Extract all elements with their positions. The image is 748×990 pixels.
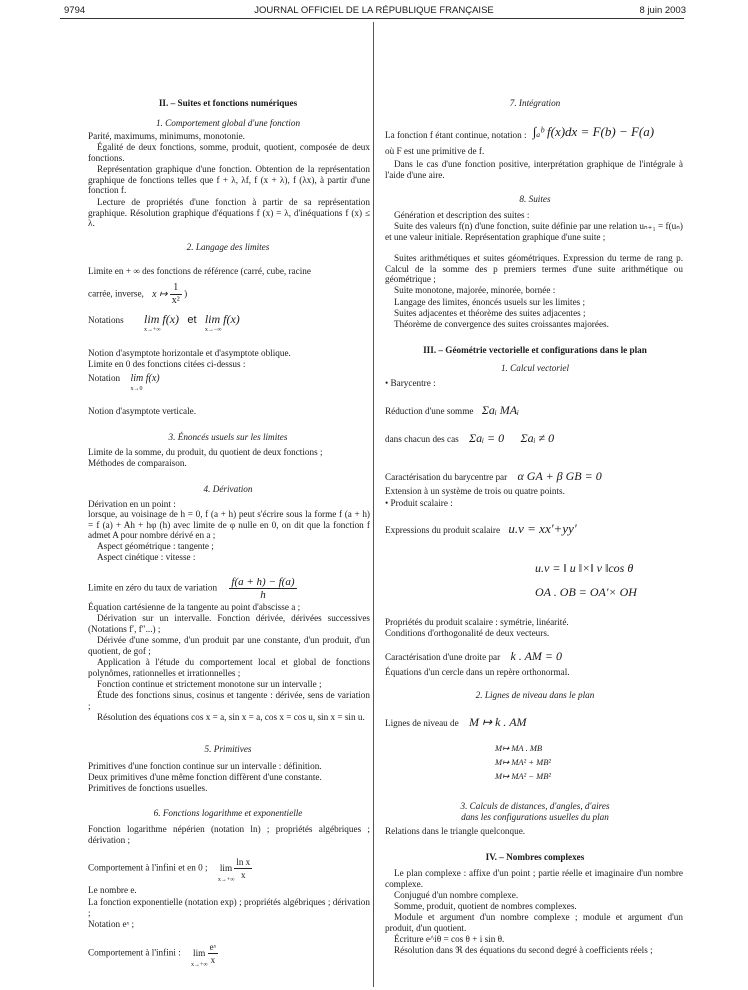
- formula-line: [88, 282, 187, 307]
- subsection-title: 2. Lignes de niveau dans le plan: [475, 690, 595, 700]
- subsection-title: 3. Énoncés usuels sur les limites: [168, 432, 288, 442]
- formula: M ↦ k . AM: [469, 715, 527, 729]
- subsection-title: 2. Langage des limites: [186, 242, 270, 252]
- formula: [217, 862, 235, 883]
- limit-expr: lim f(x): [144, 312, 180, 326]
- paragraph: Le nombre e.: [88, 885, 137, 895]
- paragraph: Deux primitives d'une même fonction diffèrent d'une constante.: [88, 772, 322, 782]
- paragraph: Égalité de deux fonctions, somme, produit, quotient, composée de deux fonctions.: [88, 142, 370, 163]
- issue-date: 8 juin 2003: [639, 5, 686, 16]
- formula-line: [385, 124, 655, 140]
- paragraph: Équations d'un cercle dans un repère orthonormal.: [385, 667, 570, 677]
- paragraph: Résolution des équations cos x = a, sin x = a, cos x = cos u, sin x = sin u.: [97, 712, 365, 722]
- paragraph: Notation eˣ ;: [88, 919, 135, 929]
- label: Lignes de niveau de: [385, 718, 459, 728]
- paragraph: Langage des limites, énoncés usuels sur les limites ;: [394, 297, 586, 307]
- subsection-title: 7. Intégration: [509, 98, 561, 108]
- paragraph: Suites arithmétiques et suites géométriques. Expression du terme de rang p. Calcul de la somme des p premiers termes d'une suite arithmétique ou géométrique ;: [385, 253, 683, 285]
- subsection-title: 1. Calcul vectoriel: [500, 363, 570, 373]
- page-header: [0, 0, 748, 20]
- conjunction: et: [187, 314, 197, 326]
- fraction-denominator: x²: [171, 295, 180, 306]
- formula-line: [88, 312, 240, 333]
- paragraph: Méthodes de comparaison.: [88, 458, 187, 468]
- paragraph: Représentation graphique d'une fonction. Obtention de la représentation graphique de fonctions telles que f + λ, λf, f (x + λ), f (λx), à partir d'une fonction f.: [88, 164, 370, 196]
- formula-line: [385, 471, 602, 483]
- paragraph: • Produit scalaire :: [385, 498, 453, 508]
- column-divider: [373, 22, 374, 987]
- fraction-denominator: x: [241, 870, 246, 880]
- paragraph: Équation cartésienne de la tangente au point d'abscisse a ;: [88, 602, 301, 612]
- formula: M↦ MA² + MB²: [495, 757, 551, 767]
- subsection-title: dans les configurations usuelles du plan: [461, 812, 609, 822]
- paragraph: Limite en + ∞ des fonctions de référence (carré, cube, racine: [88, 266, 311, 276]
- label: Expressions du produit scalaire: [385, 525, 501, 535]
- limit-expr: lim f(x): [204, 312, 240, 326]
- formula: M↦ MA . MB: [495, 743, 543, 753]
- formula: u.v = ‖ u ‖×‖ v ‖cos θ: [535, 561, 634, 575]
- formula-line: [385, 521, 577, 536]
- paragraph: Étude des fonctions sinus, cosinus et tangente : dérivée, sens de variation ;: [88, 690, 370, 711]
- fraction-numerator: ln x: [236, 857, 251, 867]
- limit-sub: x→+∞: [191, 961, 208, 968]
- paragraph: Dérivation en un point :: [88, 499, 176, 509]
- paragraph: carrée, inverse,: [88, 288, 144, 299]
- formula: k . AM = 0: [510, 649, 563, 663]
- paragraph: lorsque, au voisinage de h = 0, f (a + h) peut s'écrire sous la forme f (a + h) = f (a) + Ah + hφ (h) avec limite de φ nulle en 0, on dit que la fonction f admet A pour nombre dérivé en a ;: [88, 509, 370, 541]
- integral-formula: ∫ₐᵇ f(x)dx = F(b) − F(a): [532, 124, 655, 139]
- paragraph: • Barycentre :: [385, 378, 436, 388]
- formula-line: [88, 856, 252, 881]
- paragraph: Suite monotone, majorée, minorée, bornée :: [394, 285, 556, 295]
- formula: [204, 312, 240, 333]
- formula-line: [385, 651, 562, 663]
- formula-line: [385, 717, 527, 729]
- label: Notation: [88, 373, 121, 383]
- formula-line: [535, 587, 637, 599]
- section-title-suites: II. – Suites et fonctions numériques: [158, 98, 298, 108]
- paragraph: Relations dans le triangle quelconque.: [385, 826, 526, 836]
- paragraph: La fonction exponentielle (notation exp) ; propriétés algébriques ; dérivation ;: [88, 897, 370, 918]
- formula: Σaᵢ ≠ 0: [520, 431, 555, 445]
- limit-sub: x→−∞: [204, 327, 222, 333]
- paragraph: Notion d'asymptote verticale.: [88, 406, 197, 416]
- subsection-title: 6. Fonctions logarithme et exponentielle: [153, 808, 303, 818]
- paragraph: Propriétés du produit scalaire : symétrie, linéarité.: [385, 617, 569, 627]
- paragraph: Génération et description des suites :: [394, 210, 530, 220]
- paragraph: Somme, produit, quotient de nombres complexes.: [394, 901, 577, 911]
- formula: Σaᵢ MAᵢ: [481, 403, 519, 417]
- paragraph: Limite en 0 des fonctions citées ci-dessus :: [88, 359, 246, 369]
- formula: OA . OB = OA′× OH: [535, 585, 637, 599]
- formula: [144, 312, 180, 333]
- subsection-title: 8. Suites: [519, 194, 551, 204]
- formula: M↦ MA² − MB²: [495, 771, 551, 781]
- formula: u.v = xx′+yy′: [508, 521, 577, 536]
- limit-expr: lim f(x): [130, 373, 160, 384]
- section-title-complex: IV. – Nombres complexes: [485, 852, 585, 862]
- formula-line: [385, 405, 519, 417]
- formula-line: [535, 563, 633, 575]
- paragraph: Fonction logarithme népérien (notation ln) ; propriétés algébriques ; dérivation ;: [88, 824, 370, 845]
- paragraph: Parité, maximums, minimums, monotonie.: [88, 131, 245, 141]
- fraction-denominator: x: [210, 955, 216, 965]
- fraction: [170, 282, 182, 307]
- formula-line: [88, 576, 297, 601]
- paragraph: Suite des valeurs f(n) d'une fonction, suite définie par une relation uₙ₊₁ = f(uₙ) et une valeur initiale. Représentation graphique d'une suite ;: [385, 221, 683, 242]
- header-rule: [60, 18, 684, 19]
- journal-title: JOURNAL OFFICIEL DE LA RÉPUBLIQUE FRANÇAISE: [254, 5, 494, 16]
- limit-sub: x→+∞: [217, 876, 235, 883]
- label: La fonction f étant continue, notation :: [385, 130, 527, 140]
- label: Comportement à l'infini et en 0 ;: [88, 862, 208, 873]
- fraction: [234, 856, 252, 881]
- subsection-title: 3. Calculs de distances, d'angles, d'aires: [460, 801, 610, 811]
- paragraph: Théorème de convergence des suites croissantes majorées.: [394, 319, 609, 329]
- fraction: [229, 576, 296, 601]
- paragraph: Conditions d'orthogonalité de deux vecteurs.: [385, 628, 550, 638]
- page-number: 9794: [64, 5, 86, 16]
- paren: ): [184, 288, 188, 299]
- formula: [191, 947, 208, 968]
- subsection-title: 1. Comportement global d'une fonction: [155, 118, 301, 128]
- formula-line: [385, 433, 554, 445]
- subsection-title: 5. Primitives: [204, 744, 252, 754]
- label: Caractérisation du barycentre par: [385, 472, 508, 482]
- paragraph: Suites adjacentes et théorème des suites adjacentes ;: [394, 308, 586, 318]
- paragraph: Aspect géométrique : tangente ;: [97, 541, 214, 551]
- paragraph: Aspect cinétique : vitesse :: [97, 552, 196, 562]
- fraction-numerator: f(a + h) − f(a): [231, 576, 295, 588]
- fraction-numerator: 1: [170, 282, 182, 295]
- label: Réduction d'une somme: [385, 406, 474, 416]
- paragraph: Dans le cas d'une fonction positive, interprétation graphique de l'intégrale à l'aide d'une aire.: [385, 159, 683, 180]
- limit-expr: lim: [193, 947, 206, 958]
- label: Caractérisation d'une droite par: [385, 652, 501, 662]
- label: Notations: [88, 315, 124, 325]
- label: dans chacun des cas: [385, 434, 459, 444]
- paragraph: Le plan complexe : affixe d'un point ; partie réelle et imaginaire d'un nombre complexe.: [385, 868, 683, 889]
- paragraph: Lecture de propriétés d'une fonction à partir de sa représentation graphique. Résolution graphique d'équations f (x) = λ, d'inéquations f (x) ≤ λ.: [88, 197, 370, 229]
- paragraph: Dérivée d'une somme, d'un produit par une constante, d'un produit, d'un quotient, de gof ;: [88, 635, 370, 656]
- fraction-denominator: h: [260, 589, 266, 601]
- formula: α GA + β GB = 0: [517, 469, 602, 483]
- paragraph: Fonction continue et strictement monotone sur un intervalle ;: [97, 679, 322, 689]
- paragraph: Module et argument d'un nombre complexe ; module et argument d'un produit, d'un quotient.: [385, 912, 683, 933]
- formula: Σaᵢ = 0: [469, 431, 505, 445]
- paragraph: Conjugué d'un nombre complexe.: [394, 890, 519, 900]
- paragraph: où F est une primitive de f.: [385, 146, 485, 156]
- paragraph: Notion d'asymptote horizontale et d'asymptote oblique.: [88, 348, 291, 358]
- label: Limite en zéro du taux de variation: [88, 582, 218, 593]
- label: Comportement à l'infini :: [88, 947, 181, 958]
- fraction-numerator: eˣ: [209, 942, 217, 952]
- paragraph: Limite de la somme, du produit, du quotient de deux fonctions ;: [88, 447, 323, 457]
- formula: [130, 373, 160, 392]
- subsection-title: 4. Dérivation: [203, 484, 253, 494]
- paragraph: Dérivation sur un intervalle. Fonction dérivée, dérivées successives (Notations f′, f″...) ;: [88, 613, 370, 634]
- section-title-geometry: III. – Géométrie vectorielle et configurations dans le plan: [423, 345, 647, 355]
- paragraph: Application à l'étude du comportement local et global de fonctions polynômes, rationnelles et irrationnelles ;: [88, 657, 370, 678]
- paragraph: Primitives d'une fonction continue sur un intervalle : définition.: [88, 761, 322, 771]
- formula-line: [88, 941, 218, 966]
- fraction: [208, 941, 219, 966]
- formula-line: [88, 373, 160, 392]
- limit-expr: lim: [219, 862, 233, 873]
- paragraph: Résolution dans ℜ des équations du second degré à coefficients réels ;: [394, 945, 653, 955]
- paragraph: Primitives de fonctions usuelles.: [88, 783, 208, 793]
- limit-sub: x→+∞: [144, 327, 161, 333]
- paragraph: Écriture e^iθ = cos θ + i sin θ.: [394, 934, 505, 944]
- paragraph: Extension à un système de trois ou quatre points.: [385, 486, 565, 496]
- limit-sub: x→0: [130, 386, 143, 392]
- formula-map: x ↦: [152, 288, 168, 300]
